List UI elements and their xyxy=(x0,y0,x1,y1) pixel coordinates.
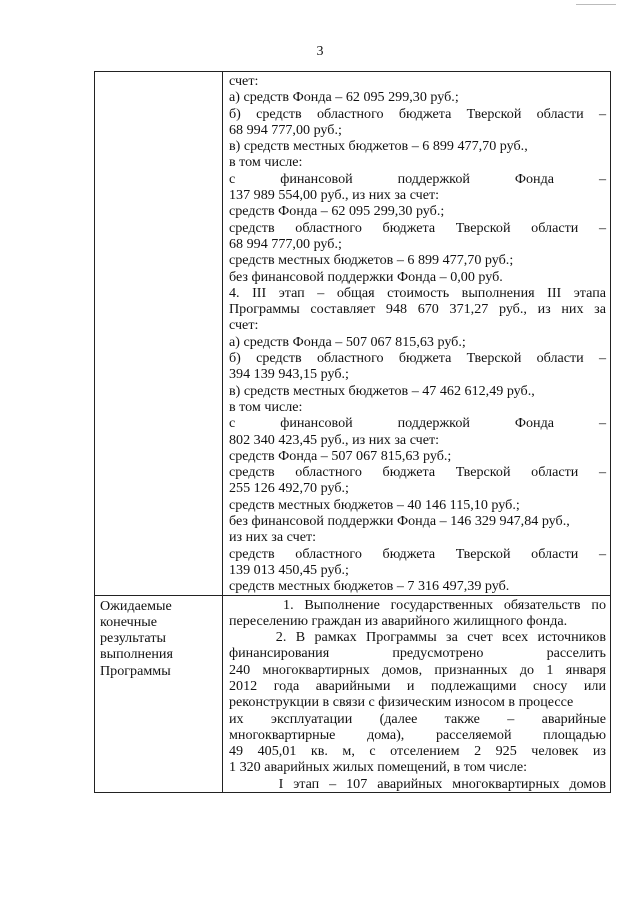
text-line: 255 126 492,70 руб.; xyxy=(229,480,349,497)
text-line: 68 994 777,00 руб.; xyxy=(229,121,342,138)
text-line: средств местных бюджетов – 40 146 115,10 руб.; xyxy=(229,496,520,513)
text-line: переселению граждан из аварийного жилищного фонда. xyxy=(229,612,568,629)
text-line: 240 многоквартирных домов, признанных до 1 января xyxy=(229,661,606,678)
text-line: с финансовой поддержкой Фонда – xyxy=(229,415,606,432)
text-line: 2. В рамках Программы за счет всех источников xyxy=(229,629,606,646)
text-line: I этап – 107 аварийных многоквартирных домов xyxy=(229,775,606,792)
text-line: средств Фонда – 62 095 299,30 руб.; xyxy=(229,203,445,220)
row-label-line: конечные xyxy=(100,613,157,630)
text-line: 394 139 943,15 руб.; xyxy=(229,366,349,383)
table-row-funding xyxy=(95,72,611,596)
row-content-cell xyxy=(223,595,611,793)
scan-artifact xyxy=(576,4,616,5)
text-line: реконструкции в связи с физическим износом в процессе xyxy=(229,694,574,711)
text-line: в том числе: xyxy=(229,154,303,171)
text-line: в) средств местных бюджетов – 47 462 612,49 руб., xyxy=(229,382,535,399)
text-line: 1. Выполнение государственных обязательств по xyxy=(229,596,606,613)
text-line: 49 405,01 кв. м, с отселением 2 925 человек из xyxy=(229,743,606,760)
text-line: 4. III этап – общая стоимость выполнения III этапа xyxy=(229,284,606,301)
text-line: а) средств Фонда – 507 067 815,63 руб.; xyxy=(229,333,466,350)
text-line: средств местных бюджетов – 6 899 477,70 руб.; xyxy=(229,252,514,269)
text-line: из них за счет: xyxy=(229,529,317,546)
text-line: средств областного бюджета Тверской области – xyxy=(229,464,606,481)
text-line: 139 013 450,45 руб.; xyxy=(229,561,349,578)
table-row-expected-results xyxy=(95,595,611,793)
text-line: 802 340 423,45 руб., из них за счет: xyxy=(229,431,440,448)
row-label-line: выполнения xyxy=(100,646,173,663)
text-line: средств областного бюджета Тверской области – xyxy=(229,219,606,236)
row-label-line: Программы xyxy=(100,662,171,679)
row-content-cell xyxy=(223,72,611,596)
text-line: в) средств местных бюджетов – 6 899 477,70 руб., xyxy=(229,138,528,155)
text-line: без финансовой поддержки Фонда – 0,00 руб. xyxy=(229,268,503,285)
text-line: счет: xyxy=(229,73,259,89)
text-line: б) средств областного бюджета Тверской области – xyxy=(229,105,606,122)
row-label-line: результаты xyxy=(100,630,166,647)
row-label-cell xyxy=(95,72,223,596)
text-line: 68 994 777,00 руб.; xyxy=(229,235,342,252)
text-line: их эксплуатации (далее также – аварийные xyxy=(229,710,606,727)
text-line: многоквартирные дома), расселяемой площадью xyxy=(229,726,606,743)
text-line: без финансовой поддержки Фонда – 146 329 947,84 руб., xyxy=(229,513,570,530)
text-line: средств Фонда – 507 067 815,63 руб.; xyxy=(229,447,452,464)
text-line: счет: xyxy=(229,317,259,334)
text-line: а) средств Фонда – 62 095 299,30 руб.; xyxy=(229,89,459,106)
program-passport-table xyxy=(94,71,611,793)
text-line: 1 320 аварийных жилых помещений, в том числе: xyxy=(229,759,528,776)
text-line: Программы составляет 948 670 371,27 руб., из них за xyxy=(229,301,606,318)
text-line: 2012 года аварийными и подлежащими сносу или xyxy=(229,677,606,694)
row-label-line: Ожидаемые xyxy=(100,597,172,614)
text-line: 137 989 554,00 руб., из них за счет: xyxy=(229,187,440,204)
page-number: 3 xyxy=(316,44,324,59)
text-line: с финансовой поддержкой Фонда – xyxy=(229,170,606,187)
text-line: средств областного бюджета Тверской области – xyxy=(229,545,606,562)
text-line: средств местных бюджетов – 7 316 497,39 руб. xyxy=(229,578,510,595)
text-line: в том числе: xyxy=(229,398,303,415)
text-line: финансирования предусмотрено расселить xyxy=(229,645,606,662)
text-line: б) средств областного бюджета Тверской области – xyxy=(229,350,606,367)
row-label-cell xyxy=(95,595,223,793)
